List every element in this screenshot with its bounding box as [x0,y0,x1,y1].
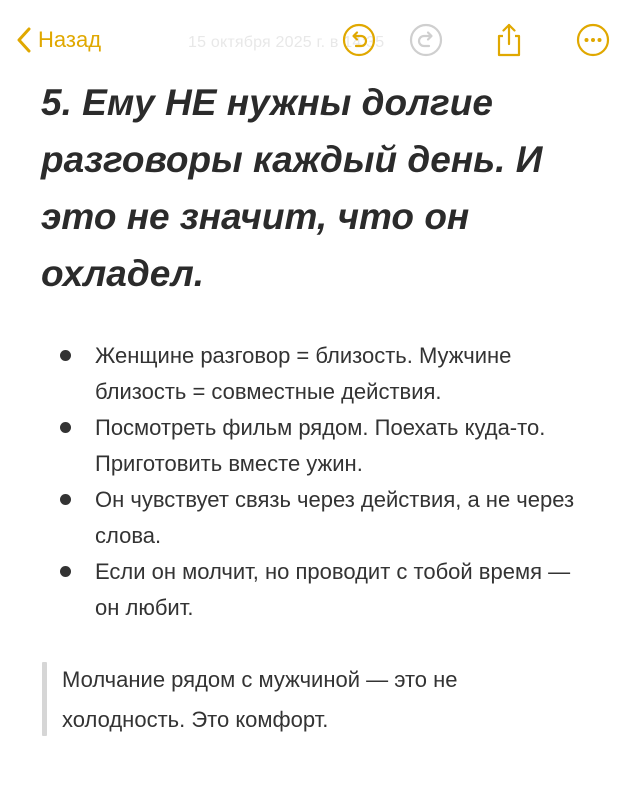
list-item [60,554,600,626]
bullet-dot [60,350,71,361]
note-heading: 5. Ему НЕ нужны долгие разговоры каждый день. И это не значит, что он охладел. [41,82,543,294]
more-icon[interactable] [573,20,613,60]
list-item-text: Посмотреть фильм рядом. Поехать куда-то. Приготовить вместе ужин. [95,415,546,476]
redo-icon[interactable] [406,20,446,60]
bullet-list [60,338,600,626]
note-date: 15 октября 2025 г. в 14:35 [188,34,385,51]
bullet-dot [60,422,71,433]
undo-icon[interactable] [339,20,379,60]
bullet-dot [60,566,71,577]
list-item [60,338,600,410]
list-item-text: Если он молчит, но проводит с тобой время — он любит. [95,559,571,620]
list-item [60,482,600,554]
notes-toolbar [0,0,640,78]
share-icon[interactable] [489,20,529,60]
list-item [60,410,600,482]
back-button[interactable] [16,20,101,60]
block-quote [42,660,582,736]
bullet-dot [60,494,71,505]
back-label: Назад [38,27,102,52]
quote-bar [42,662,47,736]
quote-text: Молчание рядом с мужчиной — это не холодность. Это комфорт. [62,667,458,732]
list-item-text: Женщине разговор = близость. Мужчине близость = совместные действия. [95,343,512,404]
list-item-text: Он чувствует связь через действия, а не через слова. [95,487,575,548]
chevron-left-icon [16,27,32,53]
